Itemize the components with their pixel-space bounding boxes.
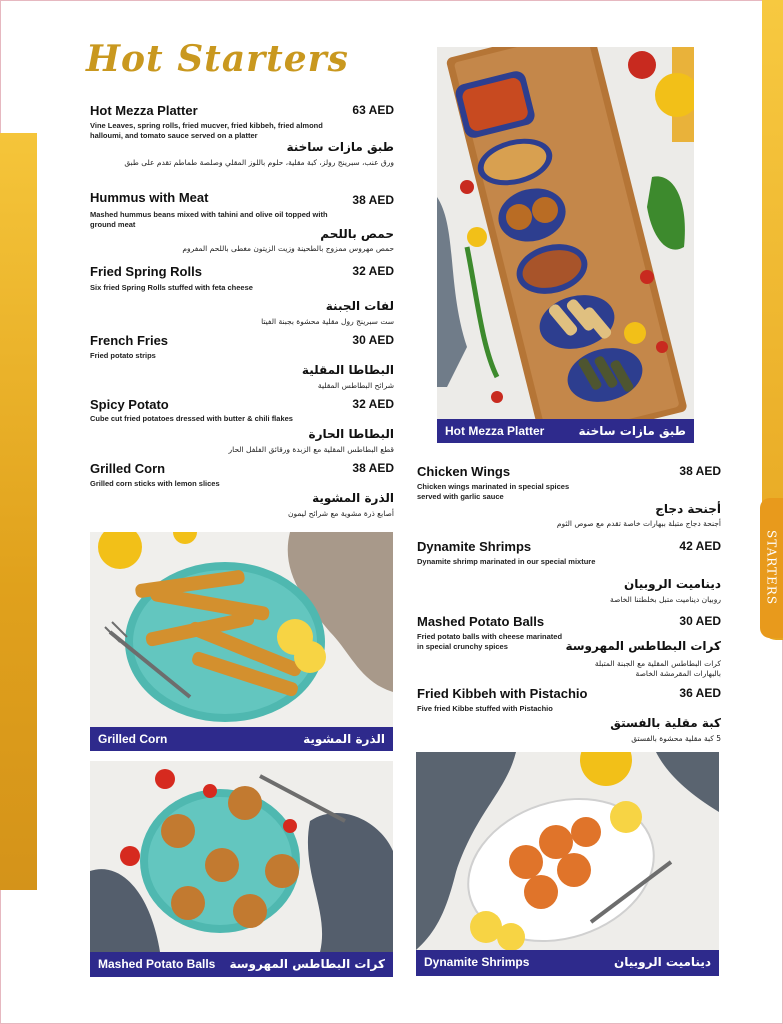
item-name: Hot Mezza Platter bbox=[90, 103, 198, 118]
item-desc: Six fried Spring Rolls stuffed with feta cheese bbox=[90, 283, 253, 292]
item-ar-name: أجنحة دجاج bbox=[655, 502, 721, 516]
menu-item-dynamite-shrimps bbox=[417, 539, 721, 607]
menu-item-grilled-corn bbox=[90, 461, 394, 523]
item-price: 30 AED bbox=[352, 333, 394, 347]
item-name: Hummus with Meat bbox=[90, 190, 209, 205]
photo-grilled-corn bbox=[90, 532, 393, 727]
item-price: 32 AED bbox=[352, 264, 394, 278]
caption-ar: ديناميت الروبيان bbox=[614, 955, 711, 969]
menu-item-french-fries bbox=[90, 333, 394, 395]
item-name: French Fries bbox=[90, 333, 169, 348]
item-ar-name: البطاطا المقلية bbox=[301, 363, 394, 377]
menu-item-spicy-potato bbox=[90, 397, 394, 459]
caption-ar: طبق مازات ساخنة bbox=[578, 424, 686, 438]
caption-grilled-corn bbox=[90, 727, 393, 751]
caption-ar: كرات البطاطس المهروسة bbox=[229, 957, 385, 971]
item-desc: Dynamite shrimp marinated in our special mixture bbox=[417, 557, 596, 566]
item-name: Chicken Wings bbox=[417, 464, 511, 479]
side-tab bbox=[760, 498, 783, 638]
item-ar-desc: روبيان ديناميت متبل بخلطتنا الخاصة bbox=[609, 595, 721, 604]
caption-dynamite-shrimps bbox=[416, 950, 719, 976]
item-desc: Fried potato balls with cheese marinated in special crunchy spices bbox=[417, 632, 563, 651]
caption-en: Dynamite Shrimps bbox=[424, 955, 530, 969]
item-ar-desc: ست سبرينج رول مقلية محشوة بجبنة الفيتا bbox=[261, 317, 394, 326]
item-name: Fried Spring Rolls bbox=[90, 264, 202, 279]
item-name: Mashed Potato Balls bbox=[417, 614, 545, 629]
page-title: Hot Starters bbox=[86, 38, 349, 80]
caption-mashed-potato-balls bbox=[90, 952, 393, 977]
menu-item-hot-mezza bbox=[90, 103, 394, 169]
item-ar-desc: حمص مهروس ممزوج بالطحينة وزيت الزيتون مغطى باللحم المفروم bbox=[182, 244, 394, 253]
caption-hot-mezza-platter bbox=[437, 419, 694, 443]
caption-ar: الذرة المشوية bbox=[303, 732, 385, 746]
item-desc: Vine Leaves, spring rolls, fried mucver, fried kibbeh, fried almond halloumi, and tomato sauce served on a platter bbox=[90, 121, 323, 140]
item-desc: Grilled corn sticks with lemon slices bbox=[90, 479, 220, 488]
menu-item-fried-kibbeh bbox=[417, 686, 721, 748]
item-name: Dynamite Shrimps bbox=[417, 539, 532, 554]
shrimps-illustration bbox=[416, 752, 719, 950]
platter-illustration bbox=[437, 47, 694, 419]
item-price: 38 AED bbox=[352, 461, 394, 475]
item-price: 32 AED bbox=[352, 397, 394, 411]
photo-hot-mezza-platter bbox=[437, 47, 694, 419]
item-desc: Mashed hummus beans mixed with tahini and olive oil topped with ground meat bbox=[90, 210, 328, 229]
caption-en: Mashed Potato Balls bbox=[98, 957, 216, 971]
item-ar-name: حمص باللحم bbox=[320, 227, 394, 241]
item-ar-name: طبق مازات ساخنة bbox=[286, 140, 394, 154]
caption-en: Hot Mezza Platter bbox=[445, 424, 545, 438]
item-price: 38 AED bbox=[679, 464, 721, 478]
potato-balls-illustration bbox=[90, 761, 393, 952]
caption-en: Grilled Corn bbox=[98, 732, 168, 746]
menu-item-chicken-wings bbox=[417, 464, 721, 534]
menu-item-hummus bbox=[90, 190, 394, 256]
item-name: Grilled Corn bbox=[90, 461, 166, 476]
item-ar-desc: ورق عنب، سبرينج رولز، كبة مقلية، حلوم باللوز المقلي وصلصة طماطم تقدم على طبق bbox=[124, 158, 394, 167]
item-name: Fried Kibbeh with Pistachio bbox=[417, 686, 588, 701]
item-ar-name: كبة مقلية بالفستق bbox=[610, 716, 721, 730]
item-price: 36 AED bbox=[679, 686, 721, 700]
item-ar-desc: أصابع ذرة مشوية مع شرائح ليمون bbox=[287, 509, 394, 518]
item-ar-name: لفات الجبنة bbox=[325, 299, 394, 313]
item-ar-desc: قطع البطاطس المقلية مع الزبدة ورقائق الفلفل الحار bbox=[228, 445, 394, 454]
menu-item-mashed-potato-balls bbox=[417, 614, 721, 680]
item-ar-desc: 5 كبة مقلية محشوة بالفستق bbox=[631, 734, 721, 743]
item-desc: Cube cut fried potatoes dressed with butter & chili flakes bbox=[90, 414, 293, 423]
item-price: 63 AED bbox=[352, 103, 394, 117]
item-ar-name: كرات البطاطس المهروسة bbox=[565, 639, 721, 653]
item-desc: Fried potato strips bbox=[90, 351, 156, 360]
item-desc: Five fried Kibbe stuffed with Pistachio bbox=[417, 704, 553, 713]
item-ar-desc: كرات البطاطس المقلية مع الجبنة المتبلة بالبهارات المقرمشة الخاصة bbox=[594, 659, 721, 678]
item-price: 38 AED bbox=[352, 193, 394, 207]
item-name: Spicy Potato bbox=[90, 397, 169, 412]
item-desc: Chicken wings marinated in special spices served with garlic sauce bbox=[417, 482, 570, 501]
item-ar-name: ديناميت الروبيان bbox=[624, 577, 721, 591]
item-ar-name: البطاطا الحارة bbox=[308, 427, 394, 441]
item-price: 42 AED bbox=[679, 539, 721, 553]
item-ar-desc: شرائح البطاطس المقلية bbox=[317, 381, 394, 390]
side-tab-label: STARTERS bbox=[764, 530, 779, 606]
item-ar-desc: أجنحة دجاج متبلة ببهارات خاصة تقدم مع صوص الثوم bbox=[556, 519, 721, 528]
gold-bar-left bbox=[0, 133, 37, 890]
photo-mashed-potato-balls bbox=[90, 761, 393, 952]
menu-item-spring-rolls bbox=[90, 264, 394, 330]
photo-dynamite-shrimps bbox=[416, 752, 719, 950]
item-price: 30 AED bbox=[679, 614, 721, 628]
corn-illustration bbox=[90, 532, 393, 727]
item-ar-name: الذرة المشوية bbox=[312, 491, 394, 505]
